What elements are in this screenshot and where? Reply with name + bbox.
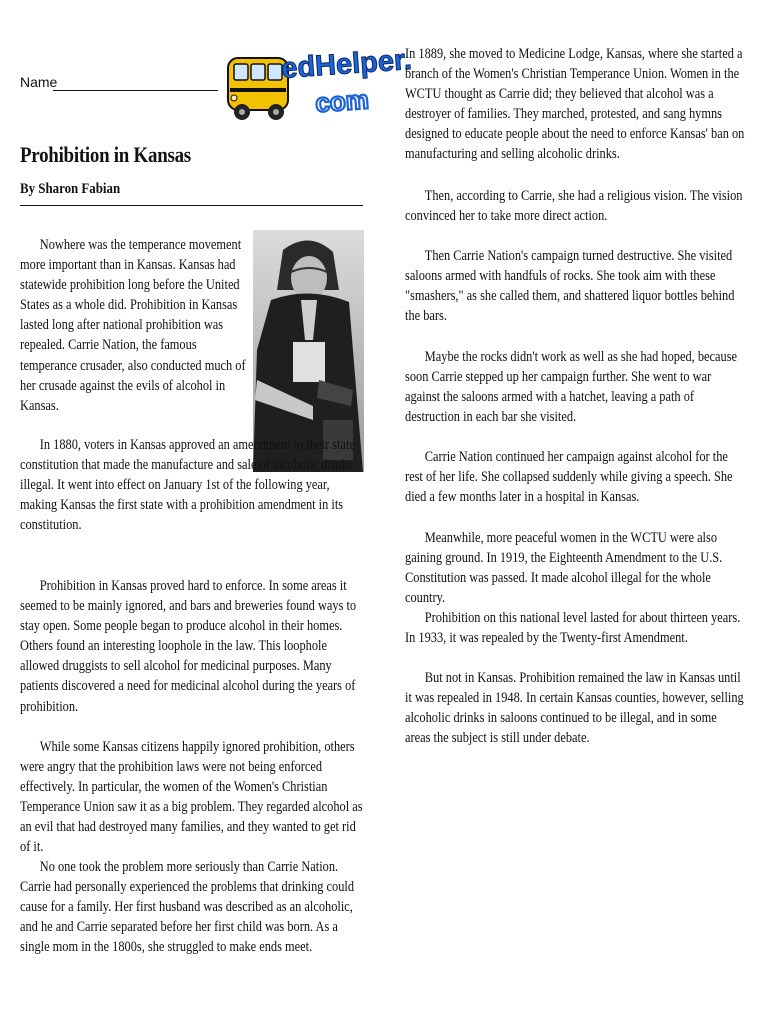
article-byline: By Sharon Fabian: [20, 181, 121, 197]
left-paragraph-2: In 1880, voters in Kansas approved an amendment to their state constitution that made the manufacture and sale of alcoholic drinks illegal. It went into effect on January 1st of the following year, making Kansas the first state with a prohibition amendment in its constitution.: [20, 437, 355, 534]
right-paragraph-3: Then Carrie Nation's campaign turned destructive. She visited saloons armed with handfuls of rocks. She took aim with these "smashers," as she called them, and shattered liquor bottles behind the bars.: [405, 248, 735, 325]
title-divider: [20, 205, 363, 206]
right-paragraph-7: Prohibition on this national level lasted for about thirteen years. In 1933, it was repealed by the Twenty-first Amendment.: [405, 610, 741, 647]
left-paragraph-3: Prohibition in Kansas proved hard to enforce. In some areas it seemed to be mainly ignored, and bars and breweries found ways to stay open. Some people began to produce alcohol in their homes. Others found an interesting loophole in the law. This loophole allowed druggists to sell alcohol for medicinal purposes. Many patients discovered a need for medicinal alcohol during the years of prohibition.: [20, 578, 357, 715]
name-label: Name: [20, 74, 58, 90]
school-bus-icon: [228, 58, 288, 120]
right-paragraph-4: Maybe the rocks didn't work as well as she had hoped, because soon Carrie stepped up her campaign further. She went to war against the saloons armed with a hatchet, leaving a path of destruction in each bar she visited.: [405, 349, 738, 426]
left-paragraph-1: Nowhere was the temperance movement more important than in Kansas. Kansas had statewide prohibition long before the United States as a whole did. Prohibition in Kansas lasted long after national prohibition was repealed. Carrie Nation, the famous temperance crusader, also conducted much of her crusade against the evils of alcohol in Kansas.: [20, 237, 246, 414]
logo-text-top: edHelper.: [280, 43, 413, 85]
article-title: Prohibition in Kansas: [20, 142, 191, 167]
edhelper-logo: [226, 40, 413, 128]
right-paragraph-2: Then, according to Carrie, she had a religious vision. The vision convinced her to take more direct action.: [405, 188, 743, 225]
left-paragraph-4: While some Kansas citizens happily ignored prohibition, others were angry that the prohibition laws were not being enforced effectively. In particular, the women of the Women's Christian Temperance Union saw it as a big problem. They regarded alcohol as an evil that had destroyed many families, and they wanted to get rid of it.: [20, 739, 363, 856]
right-paragraph-8: But not in Kansas. Prohibition remained the law in Kansas until it was repealed in 1948. In certain Kansas counties, however, selling alcoholic drinks in saloons continued to be illegal, and in some areas the subject is still under debate.: [405, 670, 744, 747]
left-paragraph-5: No one took the problem more seriously than Carrie Nation. Carrie had personally experienced the problems that drinking could cause for a family. Her first husband was described as an alcoholic, and he and Carrie separated before her first child was born. As a single mom in the 1800s, she struggled to make ends meet.: [20, 859, 355, 956]
right-paragraph-6: Meanwhile, more peaceful women in the WCTU were also gaining ground. In 1919, the Eighteenth Amendment to the U.S. Constitution was passed. It made alcohol illegal for the whole country.: [405, 530, 723, 607]
right-paragraph-5: Carrie Nation continued her campaign against alcohol for the rest of her life. She collapsed suddenly while giving a speech. She died a few months later in a hospital in Kansas.: [405, 449, 733, 506]
name-field-line[interactable]: [53, 90, 218, 91]
right-paragraph-1: In 1889, she moved to Medicine Lodge, Kansas, where she started a branch of the Women's Christian Temperance Union. Women in the WCTU thought as Carrie did; they believed that alcohol was a destroyer of families. They marched, protested, and sang hymns designed to educate people about the need to enforce Kansas' ban on manufacturing and selling alcoholic drinks.: [405, 46, 745, 163]
logo-text-bottom: com: [314, 84, 370, 118]
